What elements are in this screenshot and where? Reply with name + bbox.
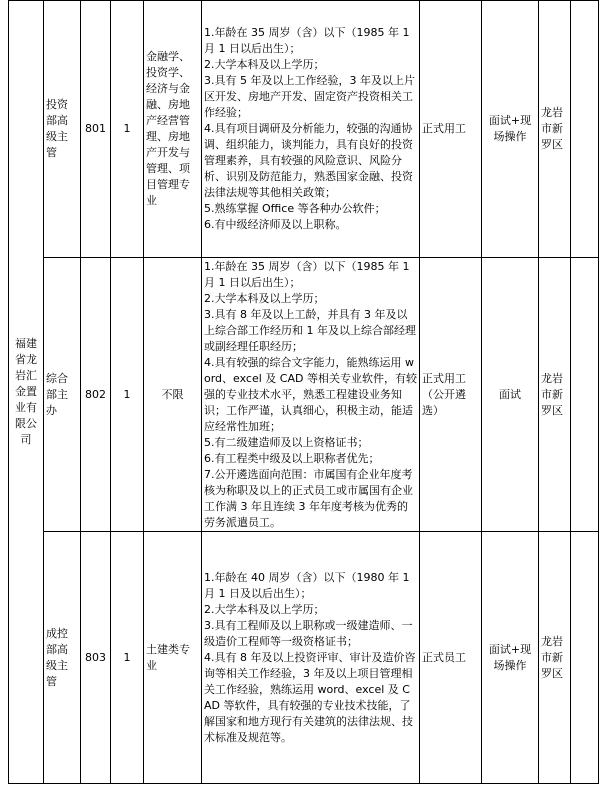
requirement-item: 5.熟练掌握 Office 等各种办公软件； xyxy=(204,202,386,215)
hire-count: 1 xyxy=(111,258,144,532)
table-row xyxy=(9,532,599,784)
requirement-item: 5.有二级建造师及以上资格证书； xyxy=(204,435,369,449)
work-location: 龙岩市新罗区 xyxy=(539,1,571,258)
job-requirements xyxy=(202,258,420,532)
exam-method: 面试+现场操作 xyxy=(482,1,539,258)
job-requirements xyxy=(202,532,420,784)
requirement-item: 3.具有 5 年及以上工作经验，3 年及以上片区开发、房地产开发、固定资产投资相关工作经验； xyxy=(204,74,415,119)
post-code: 803 xyxy=(81,532,111,784)
requirement-item: 6.有工程类中级及以上职称者优先； xyxy=(204,451,380,465)
recruitment-table xyxy=(8,0,599,784)
exam-method: 面试+现场操作 xyxy=(482,532,539,784)
requirement-item: 2.大学本科及以上学历； xyxy=(204,58,325,71)
work-location: 龙岩市新罗区 xyxy=(539,258,571,532)
requirement-item: 2.大学本科及以上学历； xyxy=(204,291,325,305)
hire-count: 1 xyxy=(111,532,144,784)
remarks xyxy=(571,1,599,258)
post-name: 综合部主办 xyxy=(44,258,81,532)
employment-type: 正式员工 xyxy=(420,532,482,784)
major-requirement: 土建类专业 xyxy=(144,532,202,784)
requirement-item: 4.具有 8 年及以上投资评审、审计及造价咨询等相关工作经验，3 年及以上项目管理相关工作经验，熟练运用 word、excel 及 CAD 等软件，具有较强的专业技术技能，了解国家和地方现行有关建筑的法律法规、技术标准及规范等。 xyxy=(204,650,416,744)
post-name: 投资部高级主管 xyxy=(44,1,81,258)
requirement-item: 4.具有较强的综合文字能力，能熟练运用 word、excel 及 CAD 等相关专业软件，有较强的专业技术水平，熟悉工程建设业务知识；工作严谨，认真细心，积极主动，能适应经常性加班； xyxy=(204,355,417,433)
job-requirements xyxy=(202,1,420,258)
requirement-item: 6.有中级经济师及以上职称。 xyxy=(204,218,347,231)
post-code: 801 xyxy=(81,1,111,258)
table-row xyxy=(9,1,599,258)
table-row xyxy=(9,258,599,532)
exam-method: 面试 xyxy=(482,258,539,532)
post-name: 成控部高级主管 xyxy=(44,532,81,784)
requirement-item: 2.大学本科及以上学历； xyxy=(204,602,325,616)
remarks xyxy=(571,532,599,784)
requirement-item: 7.公开遴选面向范围：市属国有企业年度考核为称职及以上的正式员工或市属国有企业工作满 3 年且连续 3 年年度考核为优秀的劳务派遣员工。 xyxy=(204,467,413,529)
major-requirement: 不限 xyxy=(144,258,202,532)
major-requirement: 金融学、投资学、经济与金融、房地产经营管理、房地产开发与管理、项目管理专业 xyxy=(144,1,202,258)
requirement-item: 3.具有工程师及以上职称或一级建造师、一级造价工程师等一级资格证书； xyxy=(204,618,413,648)
post-code: 802 xyxy=(81,258,111,532)
requirement-item: 3.具有 8 年及以上工龄，并具有 3 年及以上综合部工作经历和 1 年及以上综合部经理或副经理任职经历； xyxy=(204,307,416,353)
employment-type: 正式用工 xyxy=(420,1,482,258)
requirement-item: 1.年龄在 35 周岁（含）以下（1985 年 1 月 1 日以后出生）； xyxy=(204,259,410,289)
remarks xyxy=(571,258,599,532)
requirement-item: 4.具有项目调研及分析能力，较强的沟通协调、组织能力，谈判能力，具有良好的投资管理素养，具有较强的风险意识、风险分析、识别及防范能力，熟悉国家金融、投资法律法规等其他相关政策； xyxy=(204,122,413,199)
company-name: 福建省龙岩汇金置业有限公司 xyxy=(9,1,44,784)
hire-count: 1 xyxy=(111,1,144,258)
requirement-item: 1.年龄在 35 周岁（含）以下（1985 年 1 月 1 日以后出生）； xyxy=(204,26,410,55)
work-location: 龙岩市新罗区 xyxy=(539,532,571,784)
employment-type: 正式用工（公开遴选） xyxy=(420,258,482,532)
requirement-item: 1.年龄在 40 周岁（含）以下（1980 年 1 月 1 日及以后出生）； xyxy=(204,570,410,600)
